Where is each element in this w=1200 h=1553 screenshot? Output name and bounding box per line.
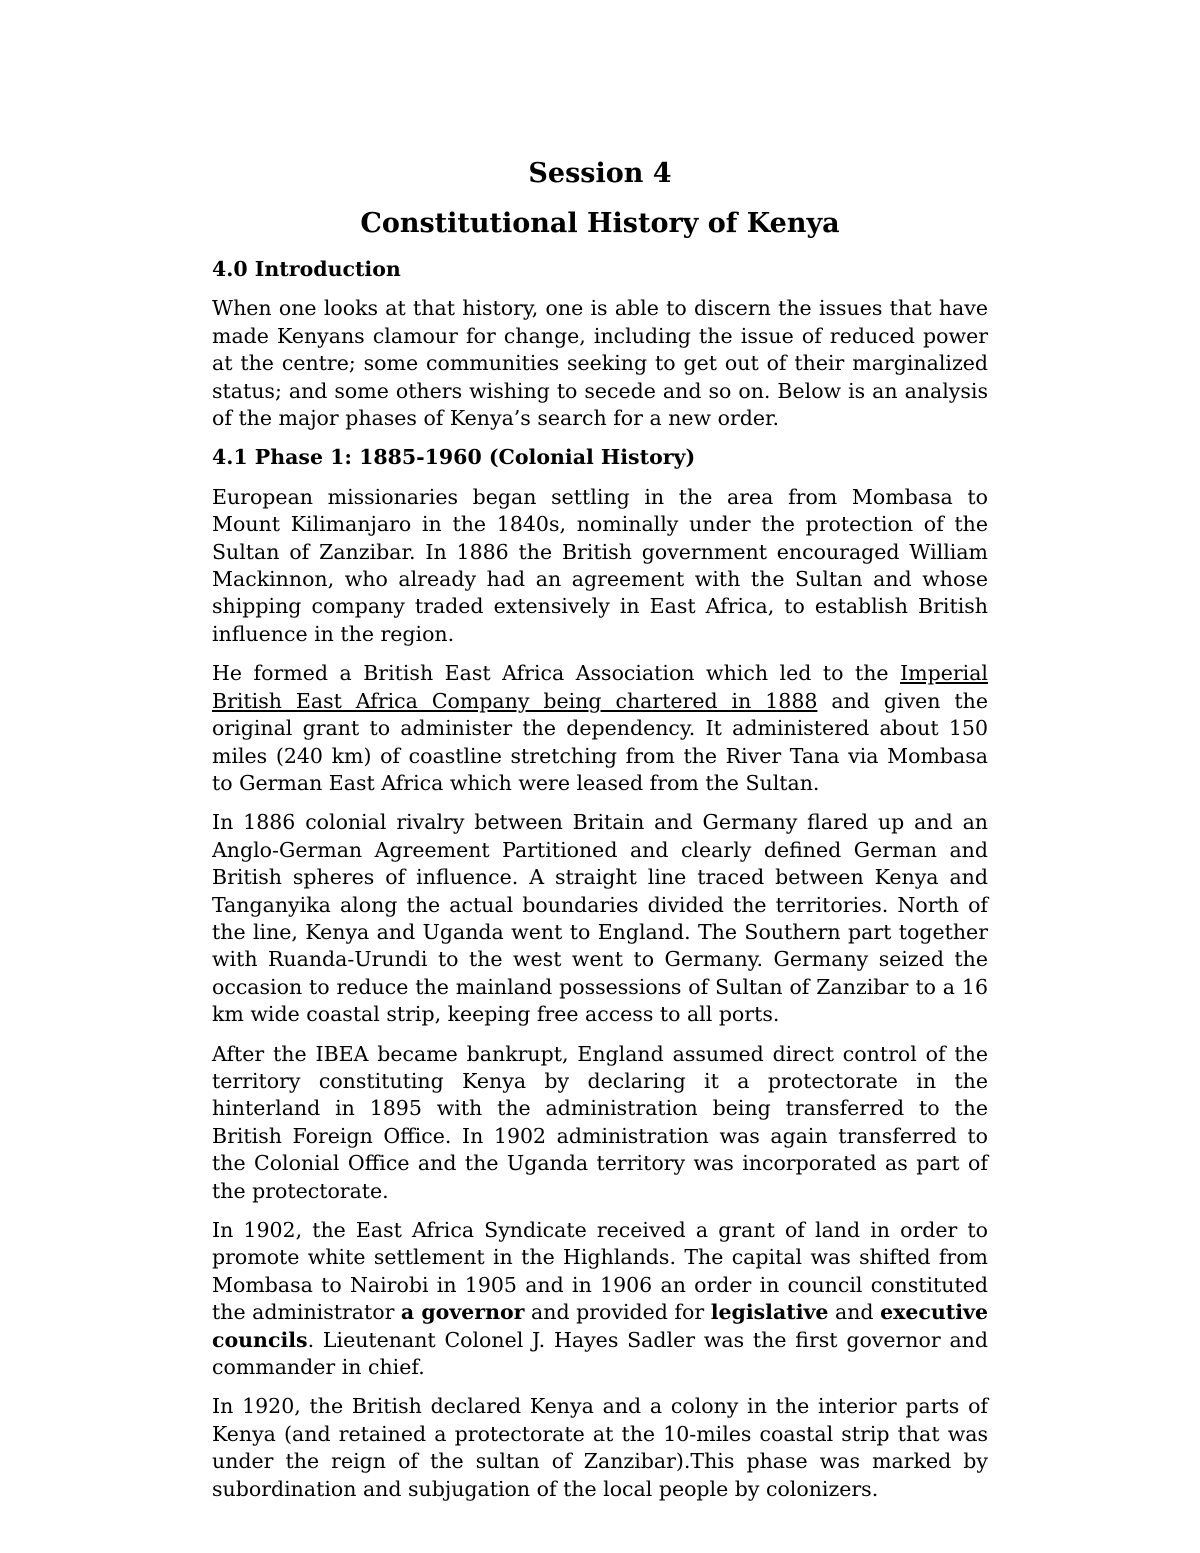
document-page bbox=[212, 150, 988, 1503]
session-label: Session 4 bbox=[528, 158, 672, 189]
p2-text-after: and given the original grant to administer the dependency. It administered about 150 miles (240 km) of coastline stretching from the River Tana via Mombasa to German East Africa which were leased from the Sultan. bbox=[212, 688, 988, 795]
ibea-charter-underlined: Imperial British East Africa Company being chartered in 1888 bbox=[212, 661, 988, 713]
phase1-heading: 4.1 Phase 1: 1885-1960 (Colonial History) bbox=[212, 445, 696, 470]
p5-text-d: and bbox=[828, 1300, 881, 1325]
bold-governor: a governor bbox=[400, 1300, 525, 1325]
phase1-paragraph-4: After the IBEA became bankrupt, England assumed direct control of the territory constituting Kenya by declaring it a protectorate in the hinterland in 1895 with the administration being transferred to the British Foreign Office. In 1902 administration was again transferred to the Colonial Office and the Uganda territory was incorporated as part of the protectorate. bbox=[212, 1041, 988, 1203]
bold-executive-councils: executive councils bbox=[212, 1300, 988, 1352]
p5-text-a: In 1902, the East Africa Syndicate received a grant of land in order to promote white settlement in the Highlands. The capital was shifted from Mombasa to Nairobi in 1905 and in 1906 an order in council constituted the administrator bbox=[212, 1218, 988, 1325]
phase1-paragraph-5 bbox=[212, 1217, 988, 1381]
phase1-paragraph-3: In 1886 colonial rivalry between Britain and Germany flared up and an Anglo-German Agreement Partitioned and clearly defined German and British spheres of influence. A straight line traced between Kenya and Tanganyika along the actual boundaries divided the territories. North of the line, Kenya and Uganda went to England. The Southern part together with Ruanda-Urundi to the west went to Germany. Germany seized the occasion to reduce the mainland possessions of Sultan of Zanzibar to a 16 km wide coastal strip, keeping free access to all ports. bbox=[212, 810, 988, 1027]
phase1-paragraph-6: In 1920, the British declared Kenya and a colony in the interior parts of Kenya (and retained a protectorate at the 10-miles coastal strip that was under the reign of the sultan of Zanzibar).This phase was marked by subordination and subjugation of the local people by colonizers. bbox=[212, 1394, 988, 1501]
document-title: Constitutional History of Kenya bbox=[360, 208, 840, 239]
intro-paragraph: When one looks at that history, one is able to discern the issues that have made Kenyans clamour for change, including the issue of reduced power at the centre; some communities seeking to get out of their marginalized status; and some others wishing to secede and so on. Below is an analysis of the major phases of Kenya’s search for a new order. bbox=[212, 296, 988, 431]
p2-text-before: He formed a British East Africa Association which led to the bbox=[212, 661, 901, 686]
phase1-paragraph-2 bbox=[212, 660, 988, 797]
p5-text-e: . Lieutenant Colonel J. Hayes Sadler was the first governor and commander in chief. bbox=[212, 1327, 988, 1380]
p5-text-c: and provided for bbox=[524, 1300, 711, 1325]
bold-legislative: legislative bbox=[710, 1300, 829, 1325]
intro-heading: 4.0 Introduction bbox=[212, 257, 401, 281]
phase1-paragraph-1: European missionaries began settling in the area from Mombasa to Mount Kilimanjaro in the 1840s, nominally under the protection of the Sultan of Zanzibar. In 1886 the British government encouraged William Mackinnon, who already had an agreement with the Sultan and whose shipping company traded extensively in East Africa, to establish British influence in the region. bbox=[212, 484, 988, 646]
